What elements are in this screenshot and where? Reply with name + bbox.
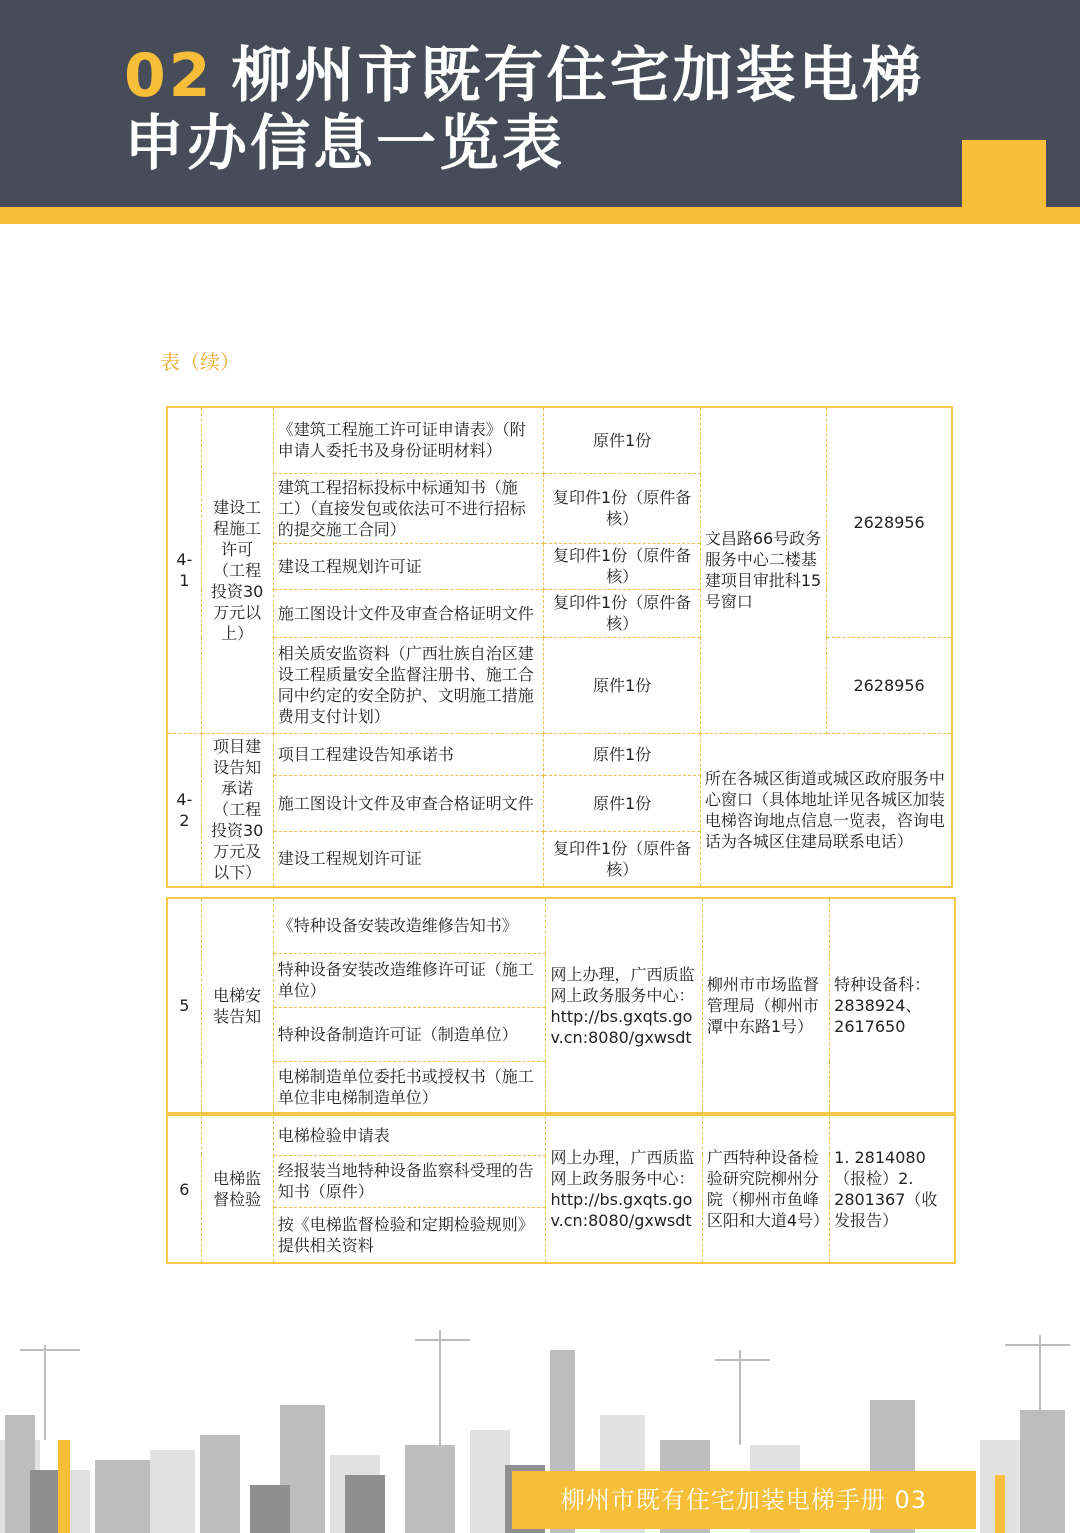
form-cell: 原件1份 (544, 775, 700, 831)
form-cell: 复印件1份（原件备核） (544, 831, 700, 887)
table-section-4 (166, 406, 953, 888)
material-cell: 建设工程规划许可证 (273, 543, 544, 589)
material-cell: 《特种设备安装改造维修告知书》 (273, 898, 546, 953)
method-6: 网上办理，广西质监网上政务服务中心：http://bs.gxqts.gov.cn:8080/gxwsdt (546, 1115, 702, 1263)
location-5: 柳州市市场监督管理局（柳州市潭中东路1号） (702, 898, 829, 1113)
location-4-2: 所在各城区街道或城区政府服务中心窗口（具体地址详见各城区加装电梯咨询地点信息一览表，咨询电话为各城区住建局联系电话） (700, 733, 952, 887)
method-5: 网上办理，广西质监网上政务服务中心：http://bs.gxqts.gov.cn:8080/gxwsdt (546, 898, 702, 1113)
phone-6: 1. 2814080（报检）2. 2801367（收发报告） (830, 1115, 955, 1263)
form-cell: 复印件1份（原件备核） (544, 473, 700, 543)
material-cell: 经报装当地特种设备监察科受理的告知书（原件） (273, 1155, 546, 1207)
material-cell: 特种设备安装改造维修许可证（施工单位） (273, 953, 546, 1007)
table-row (167, 637, 952, 733)
material-cell: 建设工程规划许可证 (273, 831, 544, 887)
item-name-6: 电梯监督检验 (201, 1115, 273, 1263)
row-id-5: 5 (167, 898, 201, 1113)
material-cell: 《建筑工程施工许可证申请表》（附申请人委托书及身份证明材料） (273, 407, 544, 473)
table-row (167, 733, 952, 775)
location-4-1: 文昌路66号政务服务中心二楼基建项目审批科15号窗口 (700, 407, 826, 733)
table-section-6 (166, 1114, 956, 1264)
material-cell: 项目工程建设告知承诺书 (273, 733, 544, 775)
material-cell: 按《电梯监督检验和定期检验规则》提供相关资料 (273, 1207, 546, 1263)
chapter-number: 02 (124, 41, 214, 111)
row-id-4-1: 4-1 (167, 407, 201, 733)
material-cell: 建筑工程招标投标中标通知书（施工）（直接发包或依法可不进行招标的提交施工合同） (273, 473, 544, 543)
item-name-4-1: 建设工程施工许可（工程投资30万元以上） (201, 407, 273, 733)
table-caption: 表（续） (160, 350, 240, 374)
page-title (124, 42, 944, 178)
phone-4-1: 2628956 (827, 407, 952, 637)
form-cell: 复印件1份（原件备核） (544, 589, 700, 637)
form-cell: 复印件1份（原件备核） (544, 543, 700, 589)
item-name-5: 电梯安装告知 (201, 898, 273, 1113)
table-row (167, 1115, 955, 1155)
material-cell: 相关质安监资料（广西壮族自治区建设工程质量安全监督注册书、施工合同中约定的安全防护、文明施工措施费用支付计划） (273, 637, 544, 733)
form-cell: 原件1份 (544, 733, 700, 775)
row-id-4-2: 4-2 (167, 733, 201, 887)
row-id-6: 6 (167, 1115, 201, 1263)
title-text: 柳州市既有住宅加装电梯申办信息一览表 (124, 41, 925, 179)
phone-5: 特种设备科：2838924、2617650 (830, 898, 955, 1113)
header-accent-stripe (0, 207, 1080, 224)
material-cell: 特种设备制造许可证（制造单位） (273, 1007, 546, 1061)
table-section-5 (166, 897, 956, 1114)
header-accent-block (962, 140, 1046, 207)
table-row (167, 407, 952, 473)
form-cell: 原件1份 (544, 407, 700, 473)
form-cell: 原件1份 (544, 637, 700, 733)
material-cell: 电梯检验申请表 (273, 1115, 546, 1155)
table-row (167, 898, 955, 953)
material-cell: 电梯制造单位委托书或授权书（施工单位非电梯制造单位） (273, 1061, 546, 1113)
location-6: 广西特种设备检验研究院柳州分院（柳州市鱼峰区阳和大道4号） (702, 1115, 829, 1263)
material-cell: 施工图设计文件及审查合格证明文件 (273, 775, 544, 831)
footer-banner: 柳州市既有住宅加装电梯手册 03 (512, 1471, 976, 1529)
item-name-4-2: 项目建设告知承诺（工程投资30万元及以下） (201, 733, 273, 887)
material-cell: 施工图设计文件及审查合格证明文件 (273, 589, 544, 637)
phone-4-1-b: 2628956 (827, 637, 952, 733)
